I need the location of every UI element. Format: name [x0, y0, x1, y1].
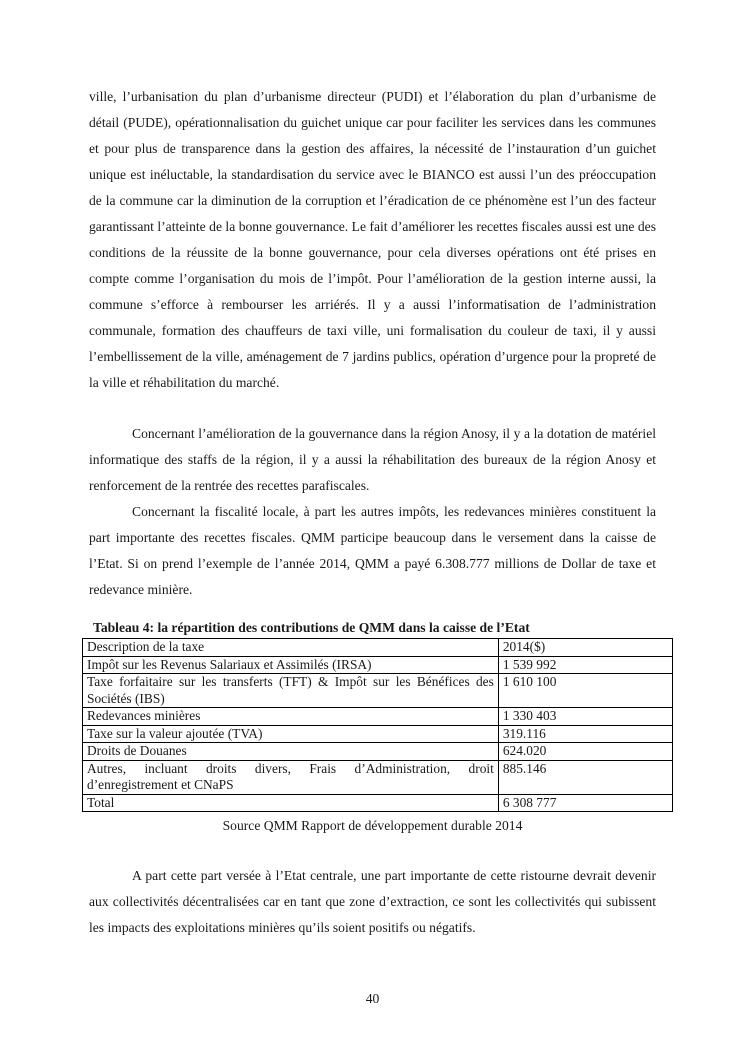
- qmm-contributions-table: [82, 638, 673, 812]
- row-description: Autres, incluant droits divers, Frais d’Administration, droit d’enregistrement et CNaPS: [83, 760, 499, 794]
- total-value: 6 308 777: [498, 794, 672, 812]
- row-description: Impôt sur les Revenus Salariaux et Assimilés (IRSA): [83, 656, 499, 674]
- paragraph-governance-commune: ville, l’urbanisation du plan d’urbanisme directeur (PUDI) et l’élaboration du plan d’urbanisme de détail (PUDE), opérationnalisation du guichet unique car pour faciliter les services dans les communes et pour plus de transparence dans la gestion des affaires, la nécessité de l’instauration d’un guichet unique est inéluctable, la standardisation du service avec le BIANCO est aussi l’un des préoccupation de la commune car la diminution de la corruption et l’éradication de ce phénomène est l’un des facteur garantissant l’atteinte de la bonne gouvernance. Le fait d’améliorer les recettes fiscales aussi est une des conditions de la réussite de la bonne gouvernance, pour cela diverses opérations ont été prises en compte comme l’organisation du mois de l’impôt. Pour l’amélioration de la gestion interne aussi, la commune s’efforce à rembourser les arriérés. Il y a aussi l’informatisation de l’administration communale, formation des chauffeurs de taxi ville, uni formalisation du couleur de taxi, il y aussi l’embellissement de la ville, aménagement de 7 jardins publics, opération d’urgence pour la propreté de la ville et réhabilitation du marché.: [89, 89, 656, 390]
- paragraph-governance-anosy: Concernant l’amélioration de la gouvernance dans la région Anosy, il y a la dotation de matériel informatique des staffs de la région, il y a aussi la réhabilitation des bureaux de la région Anosy et renforcement de la rentrée des recettes parafiscales.: [89, 426, 656, 493]
- paragraph-decentralized-collectivities: A part cette part versée à l’Etat centrale, une part importante de cette ristourne devrait devenir aux collectivités décentralisées car en tant que zone d’extraction, ce sont les collectivités qui subissent les impacts des exploitations minières qu’ils soient positifs ou négatifs.: [89, 868, 656, 935]
- row-description: Droits de Douanes: [83, 743, 499, 761]
- table-row: [83, 656, 673, 674]
- row-value: 1 539 992: [498, 656, 672, 674]
- table-header-row: [83, 639, 673, 657]
- table-caption: Tableau 4: la répartition des contributions de QMM dans la caisse de l’Etat: [93, 620, 530, 635]
- page-number: 40: [365, 991, 380, 1006]
- row-description: Taxe sur la valeur ajoutée (TVA): [83, 725, 499, 743]
- header-description: Description de la taxe: [83, 639, 499, 657]
- total-label: Total: [83, 794, 499, 812]
- header-year: 2014($): [498, 639, 672, 657]
- table-row: [83, 760, 673, 794]
- table-total-row: [83, 794, 673, 812]
- row-value: 1 330 403: [498, 708, 672, 726]
- table-row: [83, 674, 673, 708]
- table-row: [83, 725, 673, 743]
- paragraph-local-taxation: Concernant la fiscalité locale, à part les autres impôts, les redevances minières constituent la part importante des recettes fiscales. QMM participe beaucoup dans le versement dans la caisse de l’Etat. Si on prend l’exemple de l’année 2014, QMM a payé 6.308.777 millions de Dollar de taxe et redevance minière.: [89, 504, 656, 597]
- row-value: 885.146: [498, 760, 672, 794]
- row-value: 624.020: [498, 743, 672, 761]
- table-source-note: Source QMM Rapport de développement durable 2014: [222, 818, 523, 833]
- row-value: 1 610 100: [498, 674, 672, 708]
- table-row: [83, 743, 673, 761]
- table-row: [83, 708, 673, 726]
- row-value: 319.116: [498, 725, 672, 743]
- row-description: Redevances minières: [83, 708, 499, 726]
- row-description: Taxe forfaitaire sur les transferts (TFT) & Impôt sur les Bénéfices des Sociétés (IBS): [83, 674, 499, 708]
